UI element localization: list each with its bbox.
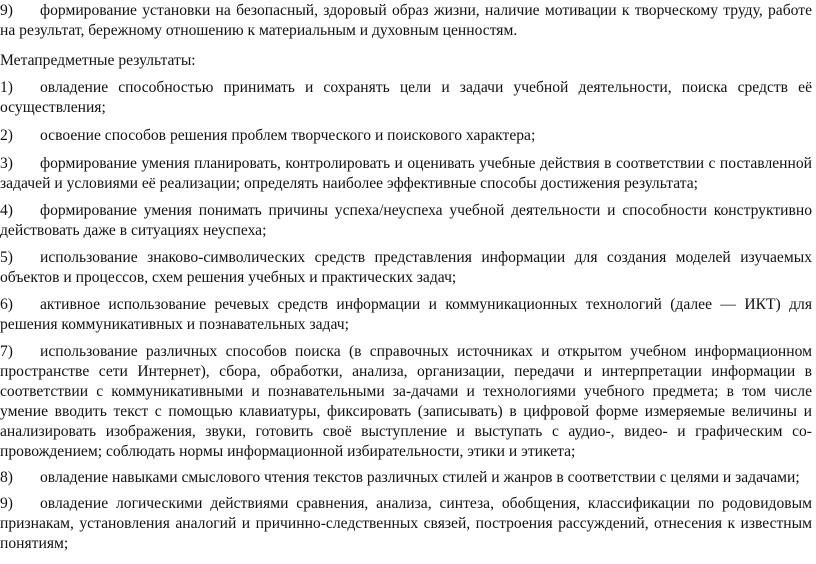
item-text: формирование установки на безопасный, здоровый образ жизни, наличие мотивации к творческому труду, работе на результат, бережному отношению к материальным и духовным ценностям. xyxy=(0,2,812,39)
item-text: использование знаково-символических средств представления информации для создания моделей изучаемых объектов и процессов, схем решения учебных и практических задач; xyxy=(0,249,812,286)
list-item xyxy=(0,201,812,241)
list-item xyxy=(0,295,812,335)
item-text: овладение навыками смыслового чтения текстов различных стилей и жанров в соответствии с целями и задачами; xyxy=(40,469,800,486)
list-item xyxy=(0,154,812,194)
list-item xyxy=(0,468,812,488)
item-number: 7) xyxy=(0,343,13,360)
item-text: овладение способностью принимать и сохранять цели и задачи учебной деятельности, поиска средств её осуществления; xyxy=(0,79,812,116)
item-number: 9) xyxy=(0,2,13,19)
item-number: 5) xyxy=(0,249,13,266)
list-item xyxy=(0,248,812,288)
item-text: формирование умения планировать, контролировать и оценивать учебные действия в соответствии с поставленной задачей и условиями её реализации; определять наиболее эффективные способы достижения результата; xyxy=(0,155,812,192)
item-number: 8) xyxy=(0,469,13,486)
section-heading: Метапредметные результаты: xyxy=(0,52,196,69)
item-text: использование различных способов поиска (в справочных источниках и открытом учебном информационном пространстве сети Интернет), сбора, обработки, анализа, организации, передачи и интерпретации информации в соответствии с коммуникативными и познавательными за-дачами и технологиями учебного предмета; в том числе умение вводить текст с помощью клавиатуры, фиксировать (записывать) в цифровой форме измеряемые величины и анализировать изображения, звуки, готовить своё выступление и выступать с аудио-, видео- и графическим со-провождением; соблюдать нормы информационной избирательности, этики и этикета; xyxy=(0,343,812,460)
item-text: овладение логическими действиями сравнения, анализа, синтеза, обобщения, классификации по родовидовым признакам, установления аналогий и причинно-следственных связей, построения рассуждений, отнесения к известным понятиям; xyxy=(0,495,812,552)
list-item xyxy=(0,342,812,462)
list-item xyxy=(0,78,812,118)
item-text: активное использование речевых средств информации и коммуникационных технологий (далее — ИКТ) для решения коммуникативных и познавательных задач; xyxy=(0,296,812,333)
item-number: 4) xyxy=(0,202,13,219)
list-item xyxy=(0,494,812,554)
item-number: 2) xyxy=(0,127,13,144)
item-number: 1) xyxy=(0,79,13,96)
item-text: формирование умения понимать причины успеха/неуспеха учебной деятельности и способности конструктивно действовать даже в ситуациях неуспеха; xyxy=(0,202,812,239)
item-number: 6) xyxy=(0,296,13,313)
item-number: 3) xyxy=(0,155,13,172)
item-text: освоение способов решения проблем творческого и поискового характера; xyxy=(40,127,536,144)
item-number: 9) xyxy=(0,495,13,512)
list-item xyxy=(0,1,812,41)
list-item xyxy=(0,126,812,146)
